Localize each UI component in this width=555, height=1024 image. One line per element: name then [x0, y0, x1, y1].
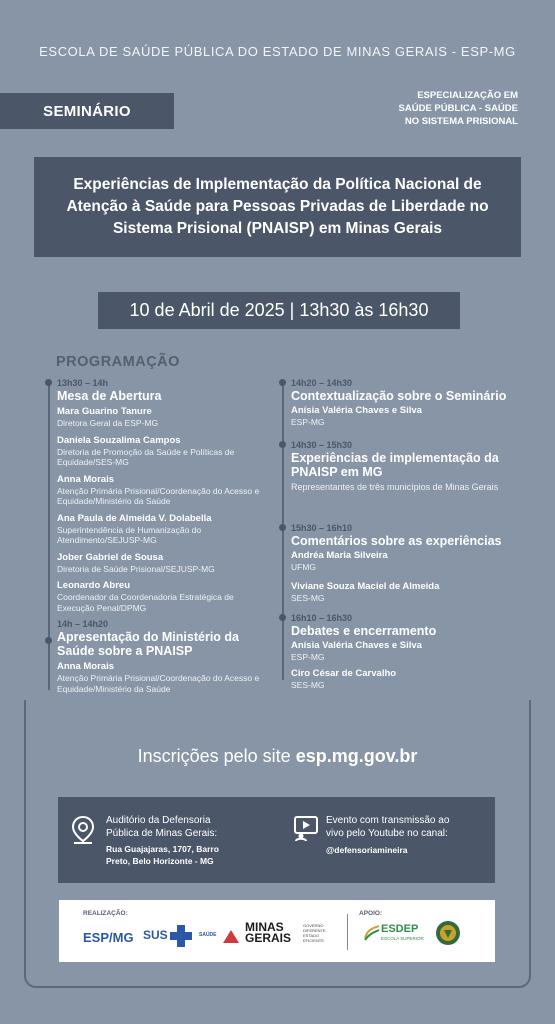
- session-title: Experiências de implementação da PNAISP em MG: [291, 451, 499, 479]
- timeline-dot: [279, 379, 286, 386]
- session-time: 16h10 – 16h30: [291, 613, 353, 623]
- sus-logo: SUS: [143, 928, 168, 942]
- school-title: ESCOLA DE SAÚDE PÚBLICA DO ESTADO DE MINAS GERAIS - ESP-MG: [39, 44, 516, 59]
- registration-line: Inscrições pelo site esp.mg.gov.br: [137, 746, 418, 766]
- session-closing: [291, 613, 516, 690]
- session-title: Mesa de Abertura: [57, 389, 162, 403]
- saude-label: SAÚDE: [199, 932, 217, 938]
- session-time: 14h30 – 15h30: [291, 440, 353, 450]
- registration-site-link[interactable]: esp.mg.gov.br: [295, 746, 418, 766]
- esdep-logo: ESDEP ESCOLA SUPERIOR: [381, 923, 424, 941]
- session-experiences: [291, 440, 516, 523]
- timeline-dot: [279, 614, 286, 621]
- event-title: Experiências de Implementação da Política Nacional de Atenção à Saúde para Pessoas Privadas de Liberdade no Sistema Prisional (PNAISP) em Minas Gerais: [34, 157, 521, 257]
- speaker: Mara Guarino Tanure Diretora Geral da ESP-MG: [57, 406, 159, 428]
- sus-cross-icon: [169, 924, 193, 948]
- seminar-tag: SEMINÁRIO: [0, 93, 174, 129]
- esp-mg-logo: ESP/MG: [83, 930, 134, 945]
- speaker: Anísia Valéria Chaves e Silva ESP-MG: [291, 405, 422, 427]
- realizacao-label: REALIZAÇÃO:: [83, 910, 128, 917]
- programme-heading: PROGRAMAÇÃO: [56, 354, 180, 370]
- stream-text: Evento com transmissão ao vivo pelo Youtube no canal: @defensoriamineira: [326, 814, 491, 856]
- session-time: 14h – 14h20: [57, 619, 109, 629]
- esdep-emblem-icon: [363, 924, 381, 942]
- session-title: Comentários sobre as experiências: [291, 534, 502, 548]
- speaker: Jober Gabriel de Sousa Diretoria de Saúde Prisional/SEJUSP-MG: [57, 551, 215, 574]
- apoio-label: APOIO:: [359, 910, 383, 917]
- venue-info-box: [58, 797, 495, 883]
- youtube-channel-link[interactable]: @defensoriamineira: [326, 845, 408, 855]
- session-time: 13h30 – 14h: [57, 378, 109, 388]
- speaker: Ciro César de Carvalho SES-MG: [291, 667, 397, 690]
- speaker: Leonardo Abreu Coordenador da Coordenadoria Estratégica de Execução Penal/DPMG: [57, 580, 234, 613]
- programme-right-column: [291, 378, 516, 690]
- live-stream-icon: [292, 814, 320, 842]
- timeline-dot: [279, 441, 286, 448]
- session-title: Debates e encerramento: [291, 624, 437, 638]
- programme-left-column: [57, 378, 267, 700]
- session-time: 14h20 – 14h30: [291, 378, 353, 388]
- venue-text: Auditório da Defensoria Pública de Minas Gerais: Rua Guajajaras, 1707, Barro Preto, Belo Horizonte - MG: [106, 815, 219, 866]
- timeline-dot: [45, 379, 52, 386]
- timeline-dot: [279, 524, 286, 531]
- sponsors-strip: [59, 900, 495, 962]
- speaker: Anna Morais Atenção Primária Prisional/Coordenação do Acesso e Equidade/Ministério da Saúde: [57, 473, 260, 506]
- specialization-tag: ESPECIALIZAÇÃO EM SAÚDE PÚBLICA - SAÚDE NO SISTEMA PRISIONAL: [398, 90, 518, 127]
- speaker: Representantes de três municípios de Minas Gerais: [291, 482, 499, 492]
- speaker: Daniela Souzalima Campos Diretoria de Promoção da Saúde e Políticas de Equidade/SES-MG: [57, 434, 235, 467]
- mg-tagline: GOVERNO DIFERENTE. ESTADO EFICIENTE.: [303, 923, 327, 943]
- session-comments: [291, 523, 516, 613]
- session-opening: [57, 378, 267, 613]
- session-title: Contextualização sobre o Seminário: [291, 389, 507, 403]
- minas-gerais-logo: MINAS GERAIS: [245, 920, 292, 945]
- divider: [347, 914, 348, 950]
- speaker: Anísia Valéria Chaves e Silva ESP-MG: [291, 640, 422, 662]
- event-date: 10 de Abril de 2025 | 13h30 às 16h30: [98, 292, 460, 329]
- minas-gerais-triangle-icon: [221, 926, 241, 946]
- location-pin-icon: [70, 815, 96, 845]
- session-ministry: [57, 619, 267, 694]
- session-time: 15h30 – 16h10: [291, 523, 353, 533]
- speaker: Andréa Maria Silveira UFMG: [291, 550, 388, 572]
- session-context: [291, 378, 516, 440]
- session-title: Apresentação do Ministério da Saúde sobre a PNAISP: [57, 630, 239, 658]
- defensoria-seal-icon: [435, 920, 461, 946]
- speaker: Ana Paula de Almeida V. Dolabella Superintendência de Humanização do Atendimento/SEJUSP-MG: [57, 512, 212, 545]
- speaker: Viviane Souza Maciel de Almeida SES-MG: [291, 580, 440, 603]
- timeline-dot: [45, 637, 52, 644]
- speaker: Anna Morais Atenção Primária Prisional/Coordenação do Acesso e Equidade/Ministério da Saúde: [57, 661, 260, 694]
